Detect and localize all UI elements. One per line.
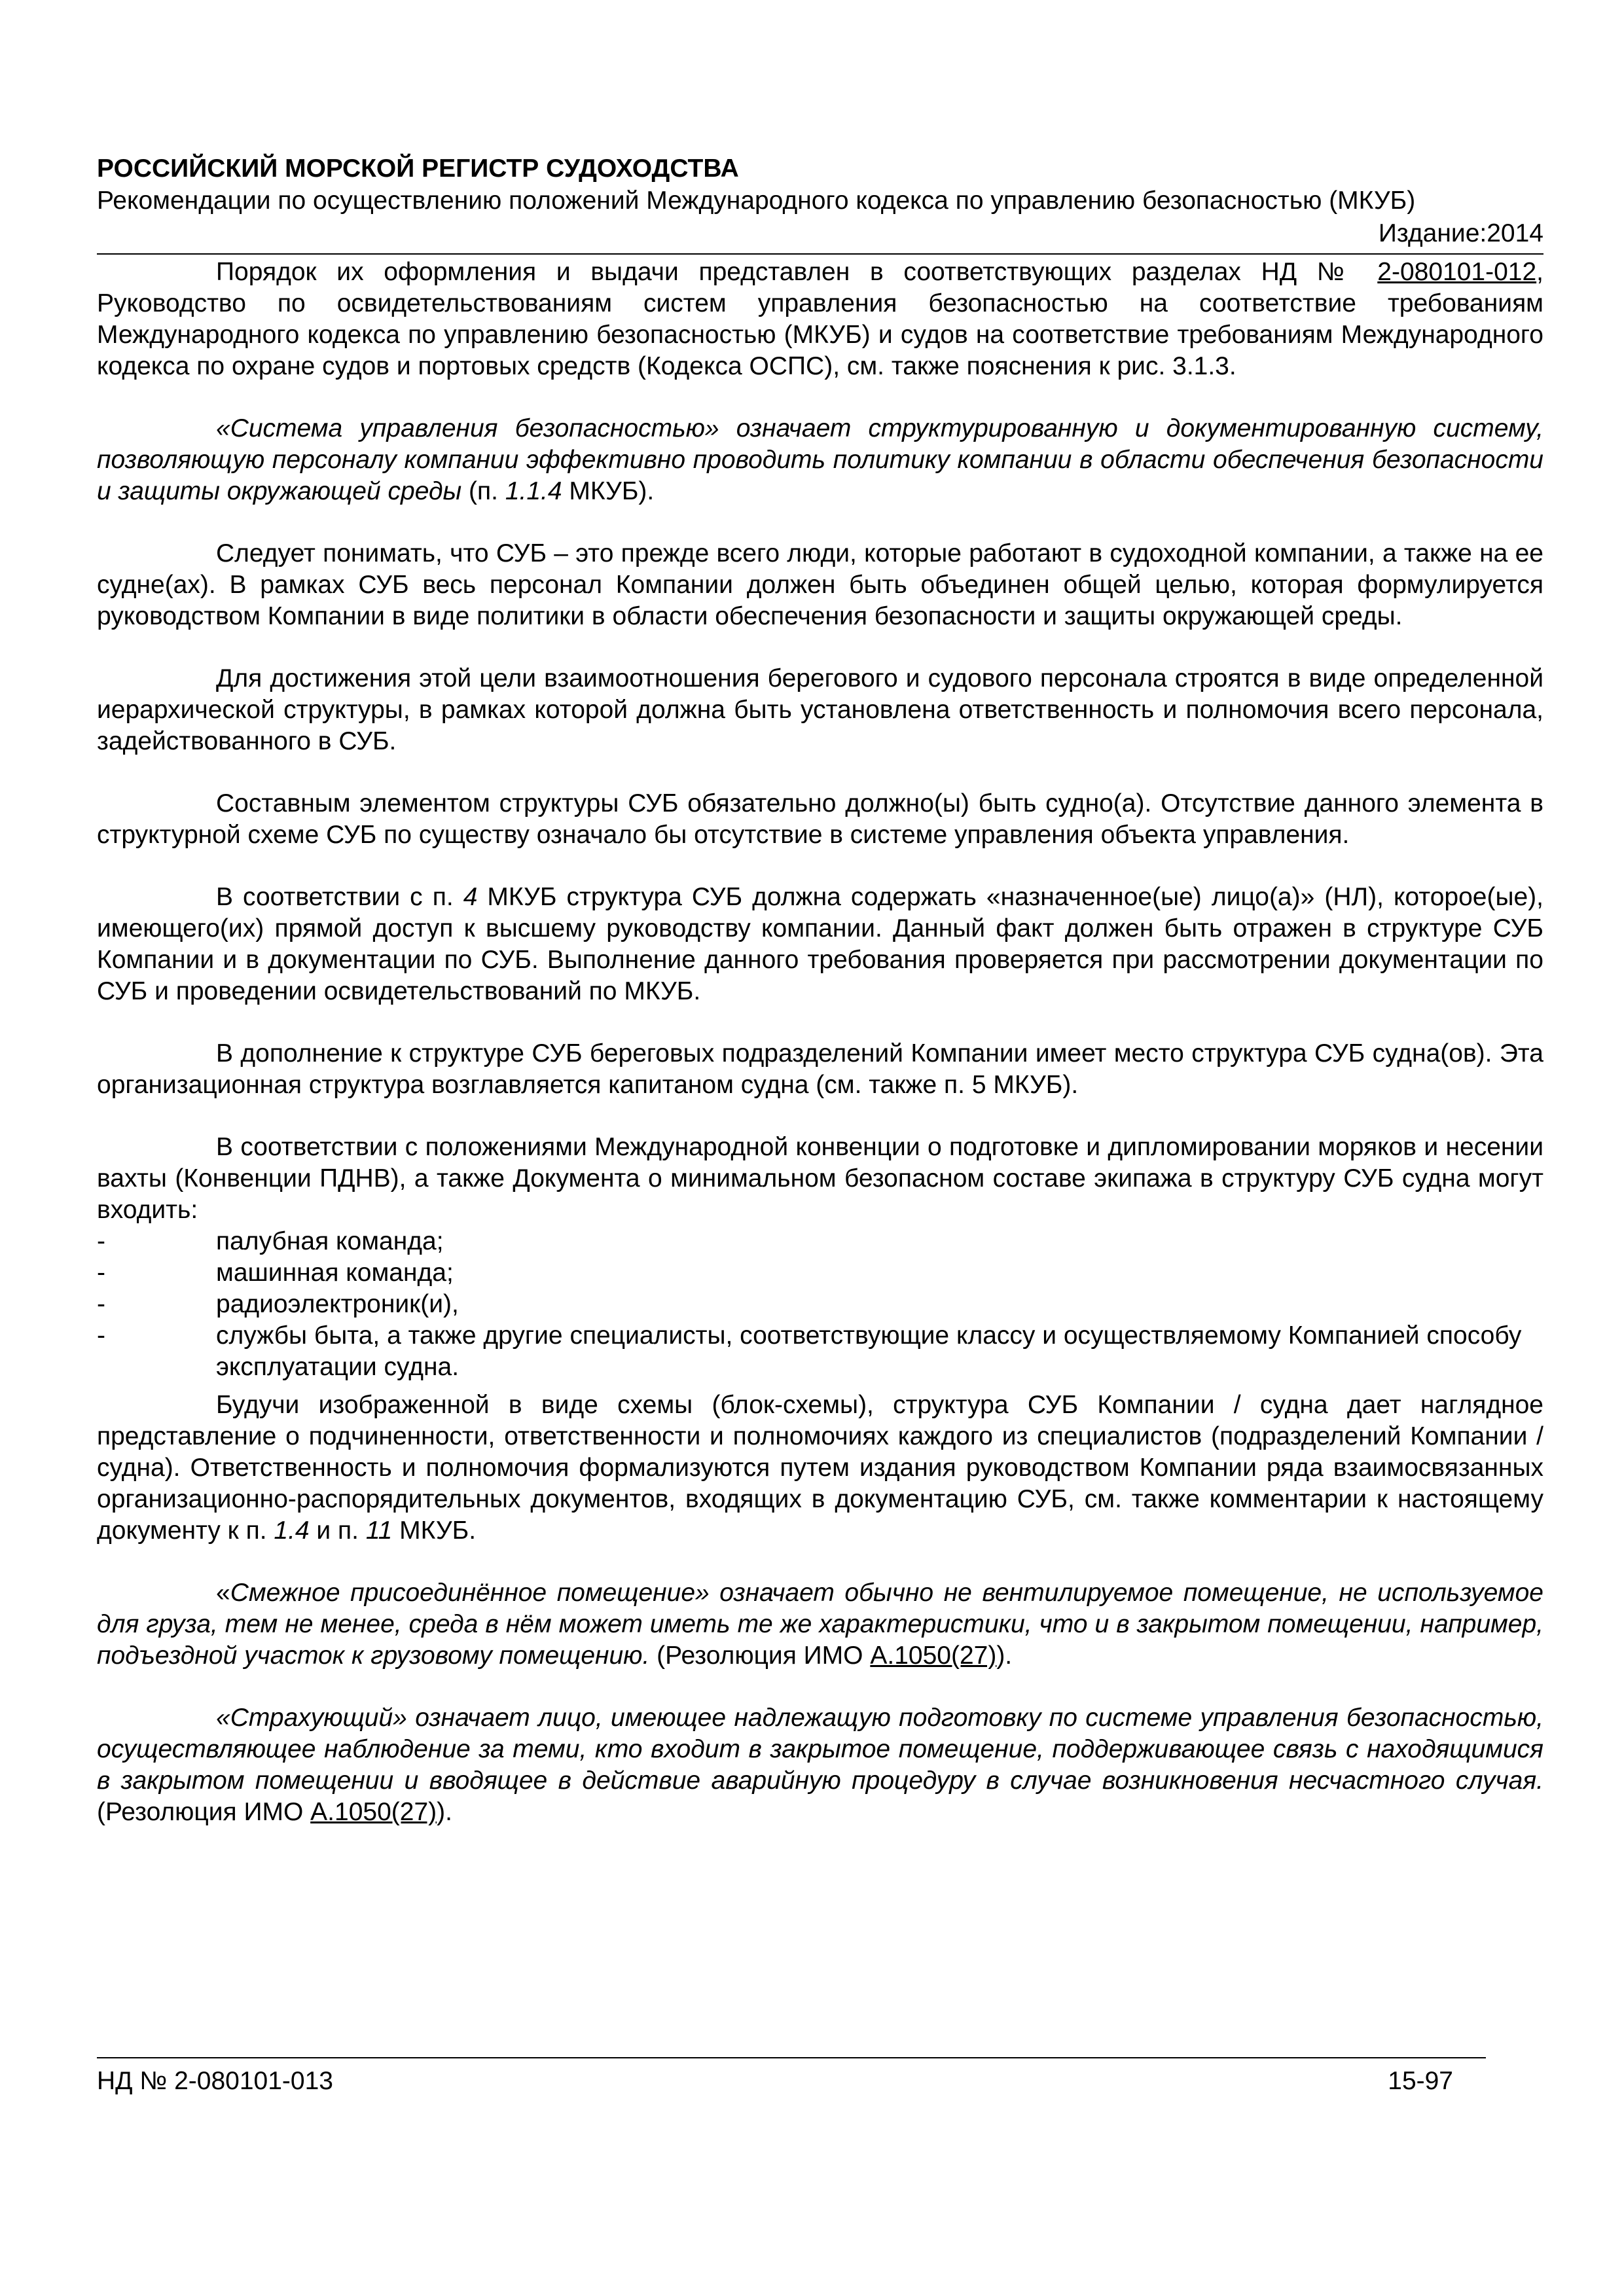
paragraph-4: Для достижения этой цели взаимоотношения берегового и судового персонала строятся в виде определенной иерархической структуры, в рамках которой должна быть установлена ответственность и полномочия всего персонала, задействованного в СУБ. <box>97 664 1543 755</box>
edition <box>97 217 1543 250</box>
list-item: - машинная команда; <box>97 1259 454 1287</box>
page-number: 15-97 <box>1388 2067 1453 2095</box>
list-item: - палубная команда; <box>97 1227 444 1255</box>
list-item: - радиоэлектроник(и), <box>97 1290 459 1318</box>
crew-list <box>97 1226 1543 1383</box>
paragraph-2: «Система управления безопасностью» означает структурированную и документированную систему, позволяющую персоналу компании эффективно проводить политику компании в области обеспечения безопасности и защиты окружающей среды (п. 1.1.4 МКУБ). <box>97 414 1543 505</box>
paragraph-1: Порядок их оформления и выдачи представлен в соответствующих разделах НД № 2-080101-012, Руководство по освидетельствованиям систем управления безопасностью на соответствие требованиям Международного кодекса по управлению безопасностью (МКУБ) и судов на соответствие требованиям Международного кодекса по охране судов и портовых средств (Кодекса ОСПС), см. также пояснения к рис. 3.1.3. <box>97 258 1543 380</box>
paragraph-5: Составным элементом структуры СУБ обязательно должно(ы) быть судно(а). Отсутствие данного элемента в структурной схеме СУБ по существу означало бы отсутствие в системе управления объекта управления. <box>97 789 1543 849</box>
paragraph-3: Следует понимать, что СУБ – это прежде всего люди, которые работают в судоходной компании, а также на ее судне(ах). В рамках СУБ весь персонал Компании должен быть объединен общей целью, которая формулируется руководством Компании в виде политики в области обеспечения безопасности и защиты окружающей среды. <box>97 539 1543 630</box>
document-body <box>97 257 1543 1828</box>
document-link-nd-012[interactable]: 2-080101-012 <box>1377 258 1537 286</box>
list-item: - службы быта, а также другие специалисты, соответствующие классу и осуществляемому Компанией способу эксплуатации судна. <box>97 1321 1522 1381</box>
resolution-link[interactable]: А.1050(27) <box>310 1798 437 1826</box>
edition-year: 2014 <box>1487 219 1543 247</box>
page-footer <box>97 2066 1453 2097</box>
paragraph-9: Будучи изображенной в виде схемы (блок-схемы), структура СУБ Компании / судна дает наглядное представление о подчиненности, ответственности и полномочиях каждого из специалистов (подразделений Компании / судна). Ответственность и полномочия формализуются путем издания руководством Компании ряда взаимосвязанных организационно-распорядительных документов, входящих в документацию СУБ, см. также комментарии к настоящему документу к п. 1.4 и п. 11 МКУБ. <box>97 1391 1543 1545</box>
paragraph-7: В дополнение к структуре СУБ береговых подразделений Компании имеет место структура СУБ судна(ов). Эта организационная структура возглавляется капитаном судна (см. также п. 5 МКУБ). <box>97 1039 1543 1099</box>
paragraph-8: В соответствии с положениями Международной конвенции о подготовке и дипломировании моряков и несении вахты (Конвенции ПДНВ), а также Документа о минимальном безопасном составе экипажа в структуру СУБ судна могут входить: <box>97 1133 1543 1224</box>
document-subtitle: Рекомендации по осуществлению положений Международного кодекса по управлению безопасностью (МКУБ) <box>97 187 1416 215</box>
paragraph-11: «Страхующий» означает лицо, имеющее надлежащую подготовку по системе управления безопасностью, осуществляющее наблюдение за теми, кто входит в закрытое помещение, поддерживающее связь с находящимися в закрытом помещении и вводящее в действие аварийную процедуру в случае возникновения несчастного случая. (Резолюция ИМО А.1050(27)). <box>97 1704 1543 1826</box>
organization-title: РОССИЙСКИЙ МОРСКОЙ РЕГИСТР СУДОХОДСТВА <box>97 154 739 183</box>
paragraph-6: В соответствии с п. 4 МКУБ структура СУБ должна содержать «назначенное(ые) лицо(а)» (НЛ), которое(ые), имеющего(их) прямой доступ к высшему руководству компании. Данный факт должен быть отражен в структуре СУБ Компании и в документации по СУБ. Выполнение данного требования проверяется при рассмотрении документации по СУБ и проведении освидетельствований по МКУБ. <box>97 883 1543 1005</box>
resolution-link[interactable]: А.1050(27) <box>870 1641 997 1670</box>
page-header <box>97 153 1543 250</box>
edition-label: Издание: <box>1378 219 1487 247</box>
header-divider <box>97 253 1543 255</box>
footer-divider <box>97 2057 1486 2058</box>
footer-doc-number: НД № 2-080101-013 <box>97 2067 333 2095</box>
paragraph-10: «Смежное присоединённое помещение» означает обычно не вентилируемое помещение, не используемое для груза, тем не менее, среда в нём может иметь те же характеристики, что и в закрытом помещении, например, подъездной участок к грузовому помещению. (Резолюция ИМО А.1050(27)). <box>97 1579 1543 1670</box>
